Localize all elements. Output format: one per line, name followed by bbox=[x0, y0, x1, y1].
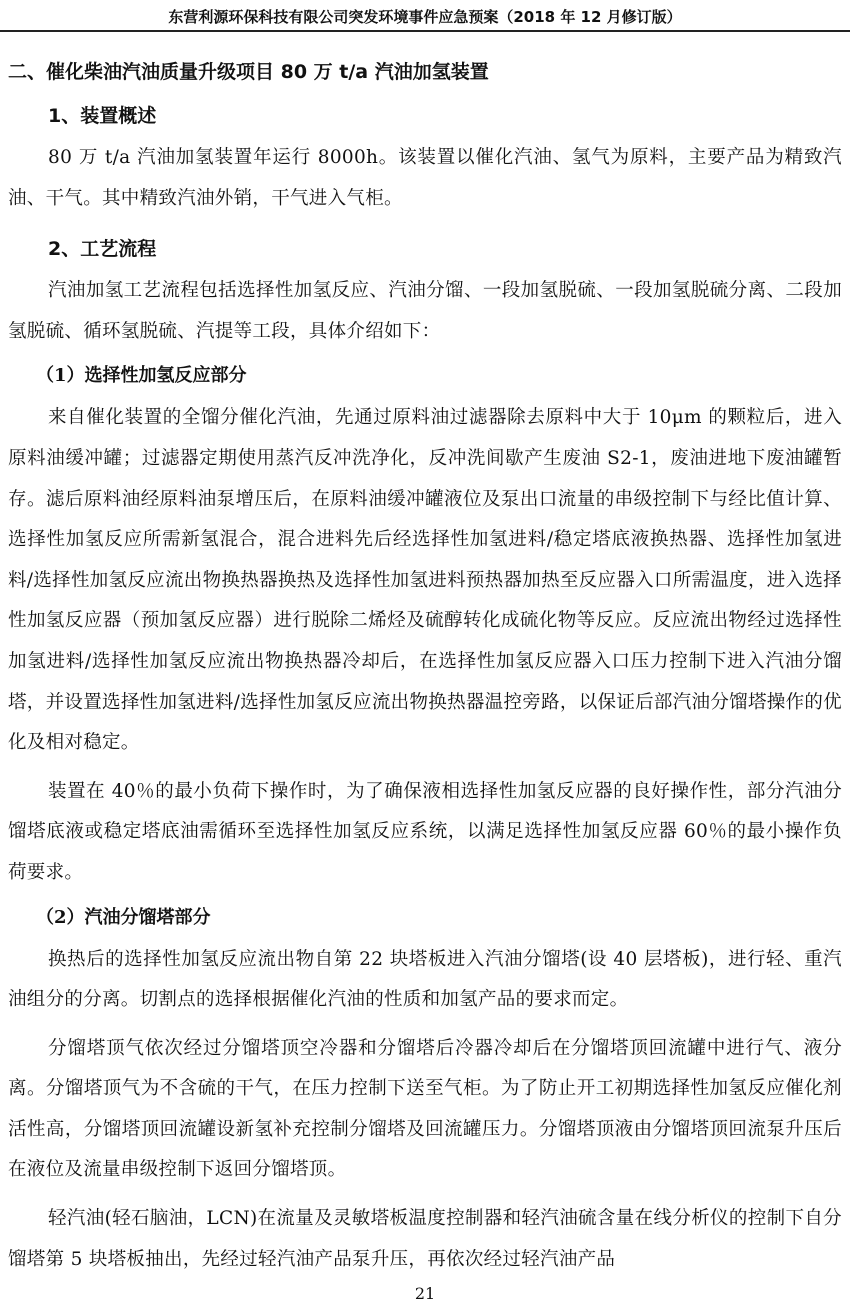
part2-paragraph-3: 轻汽油(轻石脑油，LCN)在流量及灵敏塔板温度控制器和轻汽油硫含量在线分析仪的控制下自分馏塔第 5 块塔板抽出，先经过轻汽油产品泵升压，再依次经过轻汽油产品 bbox=[8, 1208, 842, 1270]
part2-paragraph-1: 换热后的选择性加氢反应流出物自第 22 块塔板进入汽油分馏塔(设 40 层塔板)，进行轻、重汽油组分的分离。切割点的选择根据催化汽油的性质和加氢产品的要求而定。 bbox=[8, 948, 842, 1011]
page-header: 东营利源环保科技有限公司突发环境事件应急预案（2018 年 12 月修订版） bbox=[168, 8, 682, 26]
process-heading: 2、工艺流程 bbox=[48, 238, 157, 261]
part1-paragraph-1: 来自催化装置的全馏分催化汽油，先通过原料油过滤器除去原料中大于 10μm 的颗粒后，进入原料油缓冲罐；过滤器定期使用蒸汽反冲洗净化，反冲洗间歇产生废油 S2-1，废油进地下废油罐暂存。滤后原料油经原料油泵增压后，在原料油缓冲罐液位及泵出口流量的串级控制下与经比值计算、选择性加氢反应所需新氢混合，混合进料先后经选择性加氢进料/稳定塔底液换热器、选择性加氢进料/选择性加氢反应流出物换热器换热及选择性加氢进料预热器加热至反应器入口所需温度，进入选择性加氢反应器（预加氢反应器）进行脱除二烯烃及硫醇转化成硫化物等反应。反应流出物经过选择性加氢进料/选择性加氢反应流出物换热器冷却后，在选择性加氢反应器入口压力控制下进入汽油分馏塔，并设置选择性加氢进料/选择性加氢反应流出物换热器温控旁路，以保证后部汽油分馏塔操作的优化及相对稳定。 bbox=[8, 407, 842, 754]
header-rule bbox=[0, 30, 850, 32]
overview-paragraph: 80 万 t/a 汽油加氢装置年运行 8000h。该装置以催化汽油、氢气为原料，主要产品为精致汽油、干气。其中精致汽油外销，干气进入气柜。 bbox=[8, 147, 842, 209]
process-intro-paragraph: 汽油加氢工艺流程包括选择性加氢反应、汽油分馏、一段加氢脱硫、一段加氢脱硫分离、二段加氢脱硫、循环氢脱硫、汽提等工段，具体介绍如下： bbox=[8, 280, 842, 342]
section-heading: 二、催化柴油汽油质量升级项目 80 万 t/a 汽油加氢装置 bbox=[8, 61, 489, 83]
part1-heading: （1）选择性加氢反应部分 bbox=[36, 365, 247, 387]
overview-heading: 1、装置概述 bbox=[48, 105, 157, 127]
part2-paragraph-2: 分馏塔顶气依次经过分馏塔顶空冷器和分馏塔后冷器冷却后在分馏塔顶回流罐中进行气、液分离。分馏塔顶气为不含硫的干气，在压力控制下送至气柜。为了防止开工初期选择性加氢反应催化剂活性高，分馏塔顶回流罐设新氢补充控制分馏塔及回流罐压力。分馏塔顶液由分馏塔顶回流泵升压后在液位及流量串级控制下返回分馏塔顶。 bbox=[8, 1037, 842, 1181]
page-number: 21 bbox=[414, 1284, 436, 1303]
part1-paragraph-2: 装置在 40％的最小负荷下操作时，为了确保液相选择性加氢反应器的良好操作性，部分汽油分馏塔底液或稳定塔底油需循环至选择性加氢反应系统，以满足选择性加氢反应器 60％的最小操作负荷要求。 bbox=[8, 780, 842, 883]
document-body bbox=[0, 50, 850, 1288]
part2-heading: （2）汽油分馏塔部分 bbox=[36, 906, 211, 928]
